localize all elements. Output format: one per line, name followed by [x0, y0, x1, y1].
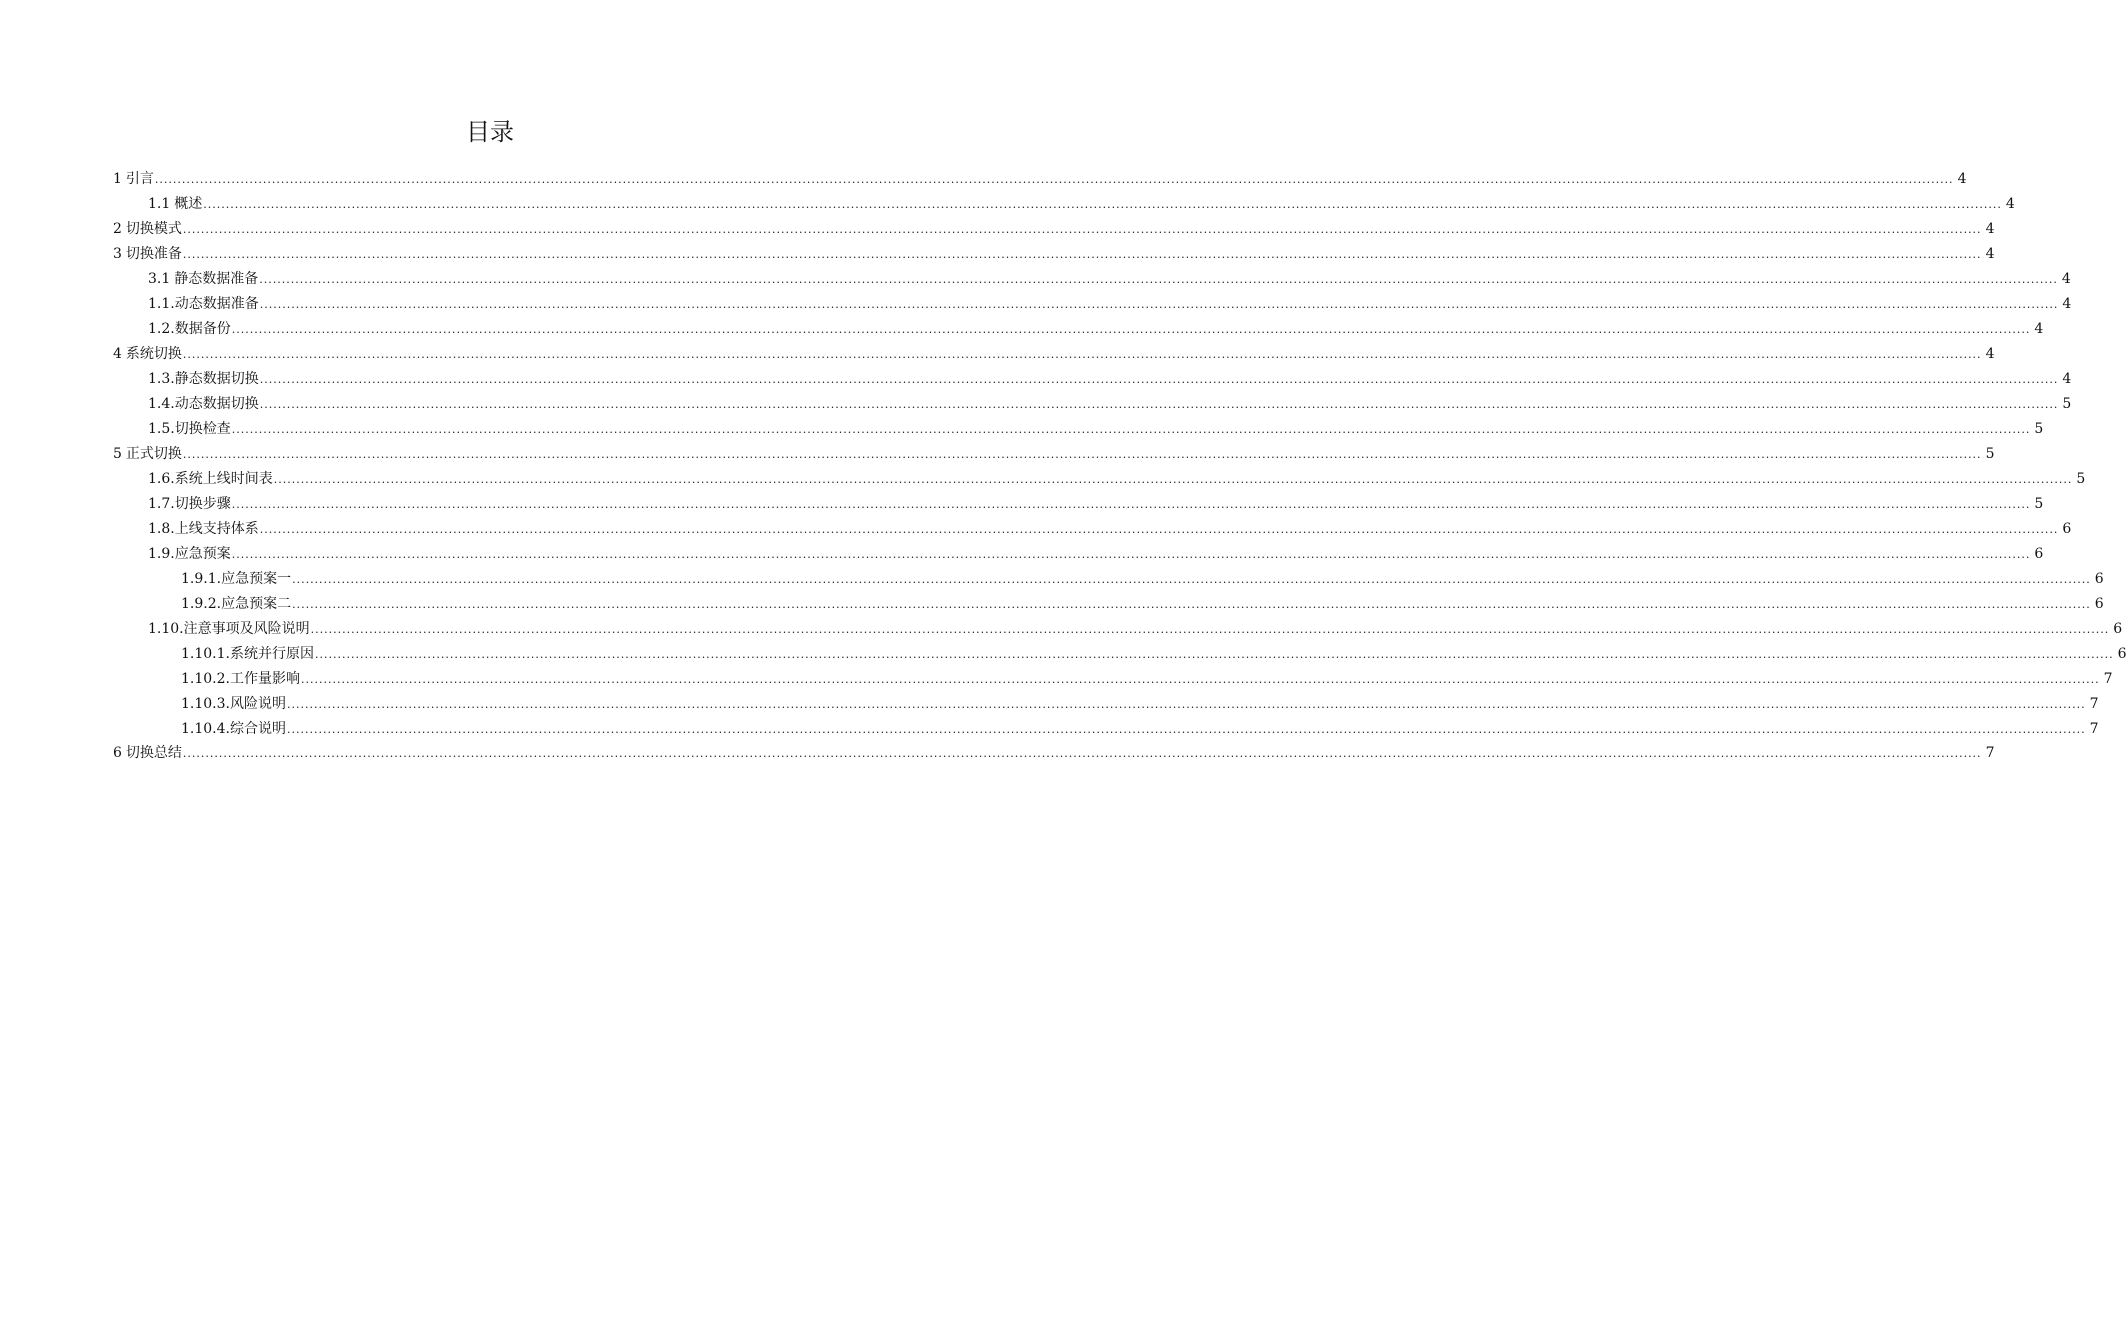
- toc-leader-dots: ................................................................................................................................................................................................................................................................................................................................................................................................................: [182, 223, 1982, 236]
- toc-entry-number: 1.8.: [148, 521, 175, 537]
- toc-leader-dots: ................................................................................................................................................................................................................................................................................................................................................................................................................: [182, 747, 1982, 760]
- toc-entry-title: 引言: [125, 171, 154, 187]
- toc-leader-dots: ................................................................................................................................................................................................................................................................................................................................................................................................................: [231, 548, 2031, 561]
- toc-page-number: 6: [2113, 621, 2123, 637]
- toc-entry[interactable]: [148, 418, 2044, 440]
- toc-entry-number: 3: [113, 246, 122, 262]
- toc-leader-dots: ................................................................................................................................................................................................................................................................................................................................................................................................................: [182, 248, 1982, 261]
- toc-entry[interactable]: [113, 218, 1995, 240]
- toc-page-number: 4: [2062, 296, 2072, 312]
- toc-entry-number: 3.1: [148, 271, 171, 287]
- toc-page-number: 6: [2117, 646, 2127, 662]
- toc-entry-title: 应急预案: [174, 546, 231, 562]
- toc-entry[interactable]: [148, 618, 2123, 640]
- toc-entry-title: 切换步骤: [174, 496, 231, 512]
- toc-entry[interactable]: [181, 568, 2104, 590]
- toc-page-number: 4: [1957, 171, 1967, 187]
- toc-entry[interactable]: [181, 593, 2104, 615]
- toc-entry-title: 注意事项及风险说明: [183, 621, 310, 637]
- toc-page-number: 5: [1985, 446, 1995, 462]
- toc-entry-number: 1.9.: [148, 546, 175, 562]
- toc-entry[interactable]: [181, 668, 2113, 690]
- toc-entry-number: 1.7.: [148, 496, 175, 512]
- toc-entry-title: 静态数据准备: [174, 271, 259, 287]
- toc-page-number: 5: [2076, 471, 2086, 487]
- toc-leader-dots: ................................................................................................................................................................................................................................................................................................................................................................................................................: [182, 448, 1982, 461]
- toc-page-number: 4: [2061, 271, 2071, 287]
- toc-leader-dots: ................................................................................................................................................................................................................................................................................................................................................................................................................: [203, 198, 2002, 211]
- toc-leader-dots: ................................................................................................................................................................................................................................................................................................................................................................................................................: [259, 398, 2059, 411]
- toc-entry[interactable]: [181, 693, 2099, 715]
- toc-leader-dots: ................................................................................................................................................................................................................................................................................................................................................................................................................: [292, 598, 2091, 611]
- toc-page-number: 5: [2034, 496, 2044, 512]
- toc-entry-title: 静态数据切换: [174, 371, 259, 387]
- toc-page-number: 5: [2062, 396, 2072, 412]
- toc-entry-number: 4: [113, 346, 122, 362]
- toc-entry[interactable]: [113, 243, 1995, 265]
- toc-page-number: 7: [2089, 696, 2099, 712]
- toc-page-number: 4: [1985, 221, 1995, 237]
- toc-entry-number: 1.1: [148, 196, 171, 212]
- toc-entry-title: 切换模式: [125, 221, 182, 237]
- toc-page-number: 6: [2062, 521, 2072, 537]
- toc-leader-dots: ................................................................................................................................................................................................................................................................................................................................................................................................................: [259, 298, 2059, 311]
- toc-entry-number: 1.3.: [148, 371, 175, 387]
- toc-leader-dots: ................................................................................................................................................................................................................................................................................................................................................................................................................: [259, 373, 2059, 386]
- toc-leader-dots: ................................................................................................................................................................................................................................................................................................................................................................................................................: [292, 573, 2091, 586]
- toc-entry-title: 正式切换: [125, 446, 182, 462]
- toc-page-number: 6: [2034, 546, 2044, 562]
- toc-entry[interactable]: [181, 643, 2127, 665]
- toc-leader-dots: ................................................................................................................................................................................................................................................................................................................................................................................................................: [231, 323, 2031, 336]
- toc-entry-number: 1.9.2.: [181, 596, 222, 612]
- toc-entry[interactable]: [113, 168, 1967, 190]
- toc-page-number: 5: [2034, 421, 2044, 437]
- toc-entry[interactable]: [148, 293, 2072, 315]
- toc-entry[interactable]: [148, 468, 2086, 490]
- toc-page-number: 4: [2062, 371, 2072, 387]
- toc-entry-title: 工作量影响: [229, 671, 300, 687]
- toc-entry-title: 系统切换: [125, 346, 182, 362]
- toc-entry[interactable]: [148, 493, 2044, 515]
- toc-entry-number: 6: [113, 745, 122, 761]
- toc-page-number: 7: [2103, 671, 2113, 687]
- toc-entry[interactable]: [113, 443, 1995, 465]
- toc-entry[interactable]: [148, 393, 2072, 415]
- toc-entry-number: 1.5.: [148, 421, 175, 437]
- toc-page-number: 4: [2034, 321, 2044, 337]
- toc-entry[interactable]: [148, 193, 2015, 215]
- toc-entry[interactable]: [113, 343, 1995, 365]
- toc-entry-title: 系统上线时间表: [174, 471, 273, 487]
- toc-page-number: 6: [2094, 596, 2104, 612]
- toc-leader-dots: ................................................................................................................................................................................................................................................................................................................................................................................................................: [259, 523, 2059, 536]
- toc-entry-title: 风险说明: [229, 696, 286, 712]
- toc-leader-dots: ................................................................................................................................................................................................................................................................................................................................................................................................................: [314, 648, 2114, 661]
- toc-entry-title: 概述: [174, 196, 203, 212]
- toc-entry-title: 应急预案一: [221, 571, 292, 587]
- toc-entry-number: 1.10.1.: [181, 646, 230, 662]
- toc-page-number: 4: [1985, 246, 1995, 262]
- toc-leader-dots: ................................................................................................................................................................................................................................................................................................................................................................................................................: [231, 423, 2031, 436]
- toc-entry[interactable]: [113, 742, 1995, 764]
- toc-leader-dots: ................................................................................................................................................................................................................................................................................................................................................................................................................: [300, 673, 2100, 686]
- toc-entry-title: 动态数据准备: [174, 296, 259, 312]
- toc-entry[interactable]: [148, 268, 2071, 290]
- toc-entry[interactable]: [148, 518, 2072, 540]
- toc-entry-title: 数据备份: [174, 321, 231, 337]
- toc-leader-dots: ................................................................................................................................................................................................................................................................................................................................................................................................................: [154, 173, 1954, 186]
- toc-entry-number: 2: [113, 221, 122, 237]
- toc-leader-dots: ................................................................................................................................................................................................................................................................................................................................................................................................................: [231, 498, 2031, 511]
- toc-entry[interactable]: [181, 718, 2099, 740]
- toc-entry-number: 1.10.2.: [181, 671, 230, 687]
- toc-page-number: 4: [2005, 196, 2015, 212]
- toc-leader-dots: ................................................................................................................................................................................................................................................................................................................................................................................................................: [286, 698, 2086, 711]
- toc-page-number: 6: [2094, 571, 2104, 587]
- toc-entry-title: 综合说明: [229, 721, 286, 737]
- toc-page-number: 4: [1985, 346, 1995, 362]
- toc-entry-title: 系统并行原因: [229, 646, 314, 662]
- toc-entry[interactable]: [148, 318, 2044, 340]
- toc-leader-dots: ................................................................................................................................................................................................................................................................................................................................................................................................................: [310, 623, 2110, 636]
- toc-leader-dots: ................................................................................................................................................................................................................................................................................................................................................................................................................: [182, 348, 1982, 361]
- toc-page-number: 7: [1985, 745, 1995, 761]
- toc-leader-dots: ................................................................................................................................................................................................................................................................................................................................................................................................................: [273, 473, 2073, 486]
- toc-entry[interactable]: [148, 543, 2044, 565]
- toc-entry-title: 应急预案二: [221, 596, 292, 612]
- toc-leader-dots: ................................................................................................................................................................................................................................................................................................................................................................................................................: [286, 723, 2086, 736]
- toc-entry-number: 1.1.: [148, 296, 175, 312]
- toc-entry-number: 5: [113, 446, 122, 462]
- toc-entry-number: 1.6.: [148, 471, 175, 487]
- toc-entry-title: 切换准备: [125, 246, 182, 262]
- toc-entry-number: 1.10.: [148, 621, 184, 637]
- toc-title: 目录: [466, 118, 514, 146]
- toc-entry-title: 动态数据切换: [174, 396, 259, 412]
- toc-page-number: 7: [2089, 721, 2099, 737]
- toc-entry-number: 1.4.: [148, 396, 175, 412]
- toc-entry-number: 1.2.: [148, 321, 175, 337]
- toc-entry-number: 1.10.4.: [181, 721, 230, 737]
- toc-entry-title: 切换总结: [125, 745, 182, 761]
- toc-entry-title: 切换检查: [174, 421, 231, 437]
- toc-entry-number: 1.10.3.: [181, 696, 230, 712]
- toc-entry-title: 上线支持体系: [174, 521, 259, 537]
- toc-leader-dots: ................................................................................................................................................................................................................................................................................................................................................................................................................: [259, 273, 2058, 286]
- toc-entry[interactable]: [148, 368, 2072, 390]
- toc-entry-number: 1.9.1.: [181, 571, 222, 587]
- toc-entry-number: 1: [113, 171, 122, 187]
